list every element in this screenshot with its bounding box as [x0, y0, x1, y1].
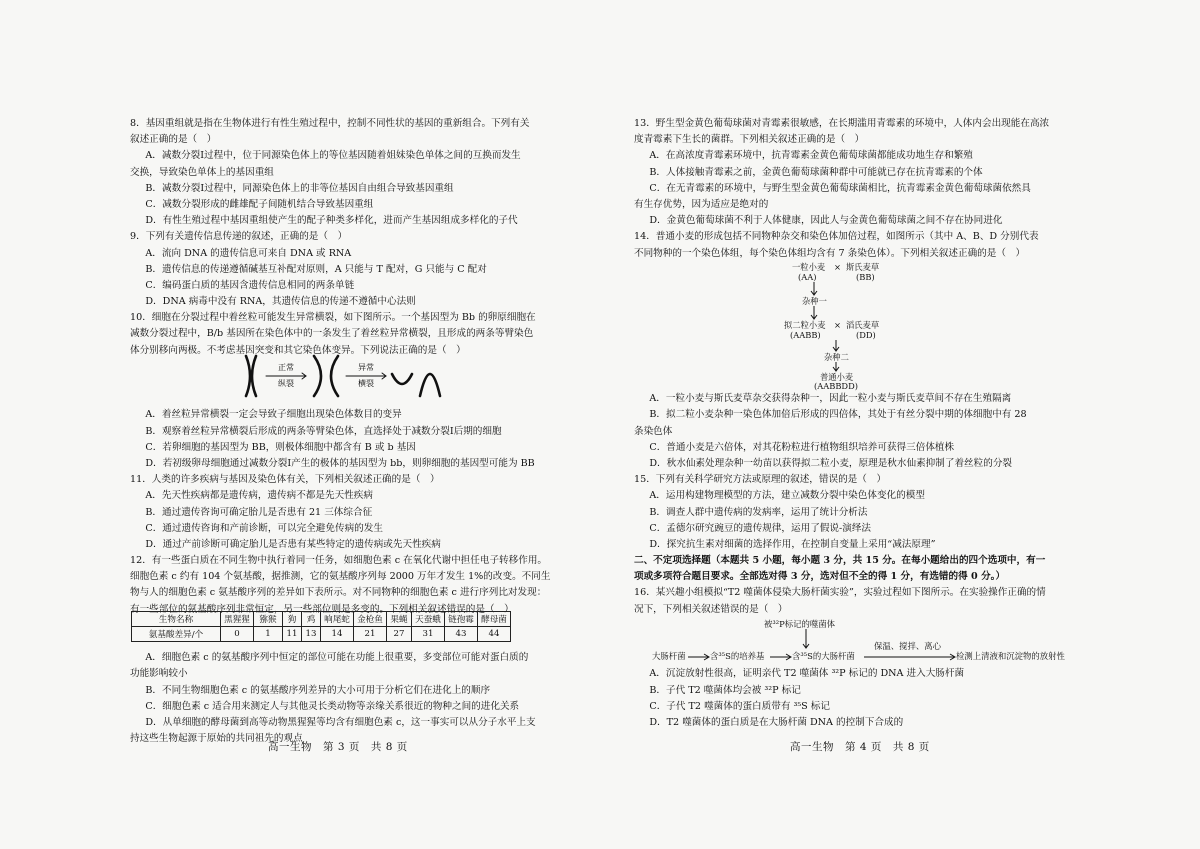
text-line: 10．细胞在分裂过程中着丝粒可能发生异常横裂，如下图所示。一个基因型为 Bb 的卵原细胞在	[130, 312, 536, 324]
table-row	[132, 627, 511, 642]
table-cell: 果蝇	[387, 612, 412, 627]
text-line: B．人体接触青霉素之前，金黄色葡萄球菌种群中可能就已存在抗青霉素的个体	[649, 166, 983, 178]
chromosome-x-shape	[314, 356, 338, 396]
text-line: C．减数分裂形成的雌雄配子间随机结合导致基因重组	[145, 198, 374, 210]
text-line: A．先天性疾病都是遗传病，遗传病不都是先天性疾病	[145, 490, 373, 502]
text-line: B．拟二粒小麦杂种一染色体加倍后形成的四倍体，其处于有丝分裂中期的体细胞中有 28	[649, 409, 1027, 421]
text-line: 不同物种的一个染色体组，每个染色体组均含有 7 条染色体）。下列相关叙述正确的是（ ）	[634, 247, 1026, 259]
text-line: 11．人类的许多疾病与基因及染色体有关，下列相关叙述正确的是（ ）	[130, 474, 440, 486]
text-line: D．金黄色葡萄球菌不利于人体健康，因此人与金黄色葡萄球菌之间不存在协同进化	[649, 215, 1003, 227]
parent-emmer: 拟二粒小麦	[784, 320, 826, 330]
text-line: 体分别移向两极。不考虑基因突变和其它染色体变异。下列说法正确的是（ ）	[130, 344, 466, 356]
text-line: A．着丝粒异常横裂一定会导致子细胞出现染色体数目的变异	[145, 409, 402, 421]
table-cell: 43	[445, 627, 478, 642]
genome-aabb: (AABB)	[790, 330, 821, 340]
arrow2-bottom-label: 横裂	[358, 379, 374, 388]
isochromosome-long-arm	[420, 374, 440, 396]
table-cell: 0	[221, 627, 254, 642]
text-line: 8．基因重组就是指在生物体进行有性生殖过程中，控制不同性状的基因的重新组合。下列有关	[130, 118, 530, 129]
text-line: 减数分裂过程中，B/b 基因所在染色体中的一条发生了着丝粒异常横裂，且形成的两条等臂染色	[130, 328, 534, 340]
text-line: D．T2 噬菌体的蛋白质是在大肠杆菌 DNA 的控制下合成的	[649, 716, 904, 728]
text-line: B．遗传信息的传递遵循碱基互补配对原则，A 只能与 T 配对，G 只能与 C 配对	[145, 263, 487, 275]
hybrid-one: 杂种一	[802, 296, 827, 306]
table-cell: 响尾蛇	[321, 612, 354, 627]
cross-symbol: ×	[834, 262, 841, 272]
text-line: C．通过遗传咨询和产前诊断，可以完全避免传病的发生	[145, 522, 383, 534]
text-line: C．若卵细胞的基因型为 BB，则极体细胞中都含有 B 或 b 基因	[145, 441, 416, 453]
text-line: 细胞色素 c 约有 104 个氨基酸，据推测，它的氨基酸序列每 2000 万年才发生 1%的改变。不同生	[130, 571, 551, 583]
common-wheat: 普通小麦	[820, 372, 854, 382]
text-line: C．孟德尔研究豌豆的遗传规律，运用了假说-演绎法	[649, 522, 872, 534]
text-line: A．细胞色素 c 的氨基酸序列中恒定的部位可能在功能上很重要，多变部位可能对蛋白质的	[145, 652, 529, 664]
hybrid-two: 杂种二	[824, 352, 849, 362]
text-line: 况下，下列相关叙述错误的是（ ）	[634, 603, 788, 615]
text-line: 15．下列有关科学研究方法或原理的叙述，错误的是（ ）	[634, 474, 887, 486]
text-line: C．编码蛋白质的基因含遗传信息相同的两条单链	[145, 279, 355, 291]
text-line: D．通过产前诊断可确定胎儿是否患有某些特定的遗传病或先天性疾病	[145, 538, 441, 550]
text-line: D．秋水仙素处理杂种一幼苗以获得拟二粒小麦，原理是秋水仙素抑制了着丝粒的分裂	[649, 457, 1013, 469]
flow-step-ecoli: 大肠杆菌	[652, 651, 686, 661]
text-line: A．流向 DNA 的遗传信息可来自 DNA 或 RNA	[145, 247, 352, 259]
parent-einkorn: 一粒小麦	[792, 262, 826, 272]
table-cell: 天蚕蛾	[412, 612, 445, 627]
text-line: D．有性生殖过程中基因重组使产生的配子种类多样化，进而产生基因组成多样化的子代	[145, 215, 518, 227]
table-cell: 27	[387, 627, 412, 642]
text-line: 16．某兴趣小组模拟“T2 噬菌体侵染大肠杆菌实验”，实验过程如下图所示。在实验操作正确的情	[634, 587, 1046, 599]
down-arrow-icon	[832, 362, 840, 372]
table-cell: 鸡	[302, 612, 321, 627]
text-line: 持这些生物起源于原始的共同祖先的观点	[130, 733, 303, 745]
wheat-formation-diagram	[780, 262, 920, 390]
labeled-phage-label: 被³²P标记的噬菌体	[764, 619, 835, 629]
table-header-label: 生物名称	[132, 612, 221, 627]
text-line: 9．下列有关遗传信息传递的叙述，正确的是（ ）	[130, 231, 348, 243]
text-line: 交换，导致染色单体上的基因重组	[130, 166, 274, 178]
text-line: 二、不定项选择题（本题共 5 小题，每小题 3 分，共 15 分。在每小题给出的四个选项中，有一	[634, 555, 1046, 567]
flow-step-labeled-ecoli: 含³⁵S的大肠杆菌	[792, 651, 855, 661]
isochromosome-short-arm	[392, 374, 412, 384]
right-arrow-icon	[688, 653, 710, 661]
text-line: 条染色体	[634, 425, 673, 437]
table-cell: 猕猴	[254, 612, 283, 627]
arrow1-bottom-label: 纵裂	[278, 379, 294, 388]
flow-operations: 保温、搅拌、离心	[874, 641, 941, 651]
flow-step-medium: 含³⁵S的培养基	[710, 651, 765, 661]
parent-tauschii: 滔氏麦草	[846, 320, 880, 330]
down-arrow-icon	[802, 629, 810, 649]
arrow1-top-label: 正常	[278, 363, 294, 372]
text-line: D．若初级卵母细胞通过减数分裂Ⅰ产生的极体的基因型为 bb，则卵细胞的基因型可能为 BB	[145, 457, 535, 469]
left-page-column	[130, 116, 566, 747]
text-line: C．在无青霉素的环境中，与野生型金黄色葡萄球菌相比，抗青霉素金黄色葡萄球菌依然具	[649, 182, 1031, 194]
text-line: 项或多项符合题目要求。全部选对得 3 分，选对但不全的得 1 分，有选错的得 0 分。）	[634, 571, 1006, 583]
genome-aa: (AA)	[798, 272, 817, 282]
text-line: A．运用构建物理模型的方法，建立减数分裂中染色体变化的模型	[649, 490, 925, 502]
cross-symbol: ×	[834, 320, 841, 330]
page-footer-left: 高一生物 第 3 页 共 8 页	[268, 741, 408, 753]
table-cell: 酵母菌	[478, 612, 511, 627]
down-arrow-icon	[810, 306, 818, 320]
text-line: A．沉淀放射性很高，证明亲代 T2 噬菌体 ³²P 标记的 DNA 进入大肠杆菌	[649, 668, 965, 680]
text-line: B．调查人群中遗传病的发病率，运用了统计分析法	[649, 506, 868, 518]
text-line: 13．野生型金黄色葡萄球菌对青霉素很敏感，在长期滥用青霉素的环境中，人体内会出现能在高浓	[634, 118, 1050, 129]
text-line: 有生存优势，因为适应是绝对的	[634, 198, 769, 210]
text-line: 14．普通小麦的形成包括不同物种杂交和染色体加倍过程，如图所示（其中 A、B、D 分别代表	[634, 231, 1039, 243]
table-cell: 1	[254, 627, 283, 642]
down-arrow-icon	[810, 282, 818, 296]
text-line: B．减数分裂Ⅰ过程中，同源染色体上的非等位基因自由组合导致基因重组	[145, 182, 454, 194]
text-line: 功能影响较小	[130, 668, 188, 680]
down-arrow-icon	[832, 340, 840, 352]
genome-bb: (BB)	[856, 272, 875, 282]
page-footer-right: 高一生物 第 4 页 共 8 页	[790, 741, 930, 753]
text-line: B．通过遗传咨询可确定胎儿是否患有 21 三体综合征	[145, 506, 373, 518]
table-row-label: 氨基酸差异/个	[132, 627, 221, 642]
text-line: C．细胞色素 c 适合用来测定人与其他灵长类动物等亲缘关系很近的物种之间的进化关系	[145, 700, 520, 712]
table-cell: 21	[354, 627, 387, 642]
phage-experiment-flow	[652, 616, 1072, 668]
text-line: 有一些部位的氨基酸序列非常恒定，另一些部位则是多变的。下列相关叙述错误的是（ ）	[130, 603, 514, 615]
table-cell: 狗	[283, 612, 302, 627]
table-cell: 44	[478, 627, 511, 642]
text-line: A．减数分裂Ⅰ过程中，位于同源染色体上的等位基因随着姐妹染色单体之间的互换而发生	[145, 150, 521, 162]
table-cell: 14	[321, 627, 354, 642]
table-cell: 11	[283, 627, 302, 642]
text-line: B．观察着丝粒异常横裂后形成的两条等臂染色体，直选择处于减数分裂Ⅰ后期的细胞	[145, 425, 502, 437]
text-line: D．探究抗生素对细菌的选择作用，在控制自变量上采用“减法原理”	[649, 538, 936, 550]
text-line: 叙述正确的是（ ）	[130, 134, 217, 146]
text-line: D．DNA 病毒中没有 RNA，其遗传信息的传递不遵循中心法则	[145, 296, 416, 308]
parent-speltoides: 斯氏麦草	[846, 262, 880, 272]
text-line: 物与人的细胞色素 c 氨基酸序列的差异如下表所示。对不同物种的细胞色素 c 进行序列比对发现：	[130, 587, 547, 599]
text-line: C．子代 T2 噬菌体的蛋白质带有 ³⁵S 标记	[649, 700, 830, 712]
right-arrow-icon	[864, 653, 956, 661]
text-line: B．不同生物细胞色素 c 的氨基酸序列差异的大小可用于分析它们在进化上的顺序	[145, 684, 491, 696]
text-line: 12．有一些蛋白质在不同生物中执行着同一任务，如细胞色素 c 在氧化代谢中担任电子转移作用。	[130, 555, 548, 567]
text-line: D．从单细胞的酵母菌到高等动物黑猩猩等均含有细胞色素 c，这一事实可以从分子水平上支	[145, 716, 536, 728]
chromosome-division-figure	[240, 350, 450, 402]
text-line: C．普通小麦是六倍体，对其花粉粒进行植物组织培养可获得三倍体植株	[649, 441, 955, 453]
cytochrome-c-table	[131, 611, 511, 642]
table-row	[132, 612, 511, 627]
flow-step-detect: 检测上清液和沉淀物的放射性	[956, 651, 1065, 661]
chromosome-sister-chromatids	[246, 356, 256, 396]
genome-aabbdd: (AABBDD)	[814, 381, 858, 391]
table-cell: 金枪鱼	[354, 612, 387, 627]
text-line: A．一粒小麦与斯氏麦草杂交获得杂种一，因此一粒小麦与斯氏麦草间不存在生殖隔离	[649, 393, 1012, 405]
arrow2-top-label: 异常	[358, 363, 374, 372]
table-cell: 13	[302, 627, 321, 642]
text-line: 度青霉素下生长的菌群。下列相关叙述正确的是（ ）	[634, 134, 865, 146]
table-cell: 黑猩猩	[221, 612, 254, 627]
genome-dd: (DD)	[856, 330, 876, 340]
right-arrow-icon	[770, 653, 792, 661]
text-line: B．子代 T2 噬菌体均会被 ³²P 标记	[649, 684, 801, 696]
table-cell: 链孢霉	[445, 612, 478, 627]
text-line: A．在高浓度青霉素环境中，抗青霉素金黄色葡萄球菌都能成功地生存和繁殖	[649, 150, 973, 162]
table-cell: 31	[412, 627, 445, 642]
